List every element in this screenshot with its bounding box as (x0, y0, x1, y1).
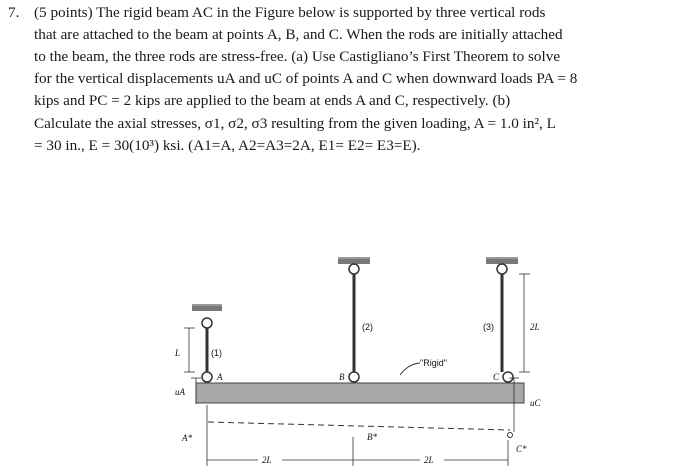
displaced-beam-line (208, 422, 510, 430)
problem-line-2: that are attached to the beam at points A, B, and C. When the rods are initially attached (34, 26, 563, 43)
span-dimension (207, 405, 508, 466)
rigid-leader (400, 363, 420, 375)
rod1-label: (1) (211, 348, 222, 358)
point-a-label: A (217, 372, 223, 382)
rod3-length-dimension (519, 274, 530, 372)
rod1-length-dimension (184, 328, 195, 372)
support-2 (338, 258, 370, 274)
rod1-length-label: L (175, 348, 181, 358)
rigid-label: "Rigid" (420, 358, 447, 368)
rod3-length-label: 2L (530, 322, 540, 332)
dim-right-label: 2L (424, 455, 434, 465)
b-star-label: B* (367, 432, 377, 442)
point-c-label: C (493, 372, 500, 382)
problem-line-1: (5 points) The rigid beam AC in the Figure below is supported by three vertical rods (34, 4, 546, 21)
dim-left-label: 2L (262, 455, 272, 465)
problem-line-4: for the vertical displacements uA and uC of points A and C when downward loads PA = 8 (34, 70, 578, 87)
problem-line-6: Calculate the axial stresses, σ1, σ2, σ3 resulting from the given loading, A = 1.0 in², L (34, 115, 556, 132)
c-star-label: C* (516, 444, 527, 454)
ua-label: uA (175, 387, 185, 397)
c-star-point (508, 433, 513, 438)
pin-c (503, 372, 513, 382)
pin-b (349, 372, 359, 382)
rod3-label: (3) (483, 322, 494, 332)
support-3 (486, 258, 518, 274)
question-number: 7. (8, 4, 20, 21)
problem-line-3: to the beam, the three rods are stress-free. (a) Use Castigliano’s First Theorem to solve (34, 48, 561, 65)
problem-line-5: kips and PC = 2 kips are applied to the beam at ends A and C, respectively. (b) (34, 92, 511, 109)
support-1 (192, 305, 222, 328)
point-b-label: B (339, 372, 345, 382)
rigid-beam (196, 383, 524, 403)
uc-label: uC (530, 398, 541, 408)
problem-line-7: = 30 in., E = 30(10³) ksi. (A1=A, A2=A3=2A, E1= E2= E3=E). (34, 137, 421, 154)
rod2-label: (2) (362, 322, 373, 332)
a-star-label: A* (182, 433, 192, 443)
pin-a (202, 372, 212, 382)
